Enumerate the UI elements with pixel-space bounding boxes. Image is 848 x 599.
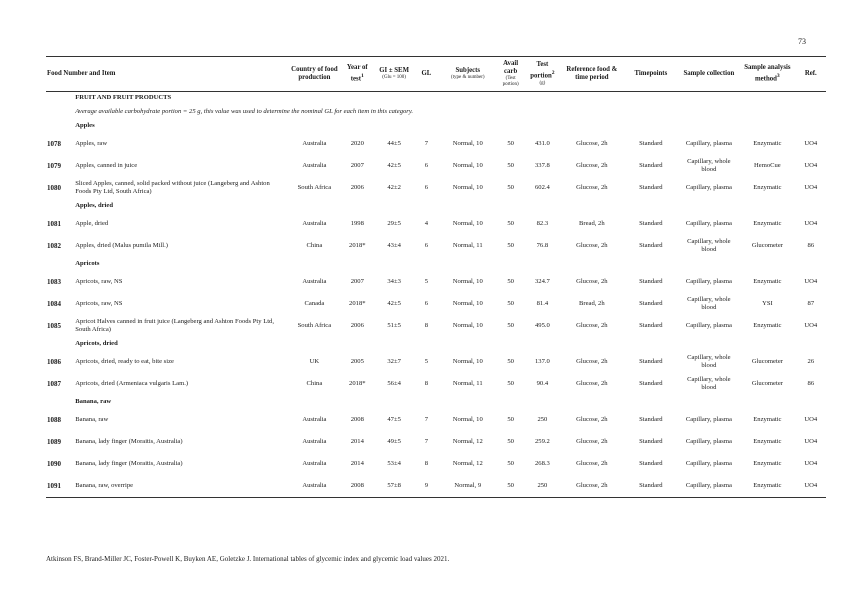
gl-cell: 5 [424, 358, 429, 365]
col-gl: GL [414, 57, 438, 92]
reference-cell: Glucose, 2h [576, 460, 608, 467]
test-portion-cell: 268.3 [534, 460, 550, 467]
gl-cell: 7 [424, 438, 429, 445]
country-cell: Australia [302, 162, 327, 169]
food-item: Apricots, dried, ready to eat, bite size [75, 358, 174, 365]
food-item: Banana, raw [75, 416, 109, 423]
year-cell: 2014 [350, 460, 364, 467]
year-cell: 2008 [341, 475, 374, 498]
food-item: Banana, lady finger (Moraitis, Australia) [75, 438, 183, 445]
table-body [46, 92, 826, 498]
ref-cell: UO4 [804, 184, 818, 191]
timepoints-cell: Standard [639, 358, 663, 365]
sample-analysis-cell: Enzymatic [753, 438, 782, 445]
country-cell: UK [309, 358, 320, 365]
test-portion-cell: 337.8 [534, 162, 550, 169]
country-cell: South Africa [297, 322, 332, 329]
test-portion-cell: 82.3 [536, 220, 549, 227]
ref-cell: UO4 [804, 278, 818, 285]
reference-cell: Glucose, 2h [576, 278, 608, 285]
gl-cell: 9 [414, 475, 438, 498]
year-cell: 2018* [349, 380, 366, 387]
col-ref: Ref. [796, 57, 826, 92]
gi-cell: 57±8 [374, 475, 414, 498]
avail-carb-cell: 50 [507, 380, 514, 387]
sample-collection-cell: Capillary, plasma [685, 140, 732, 147]
avail-carb-cell: 50 [507, 358, 514, 365]
subjects-cell: Normal, 10 [452, 220, 483, 227]
col-timepoints: Timepoints [623, 57, 678, 92]
gl-cell: 8 [424, 322, 429, 329]
gi-cell: 42±5 [387, 162, 401, 169]
ref-cell: 86 [807, 380, 815, 387]
col-reference: Reference food & time period [561, 57, 624, 92]
gl-cell: 4 [424, 220, 429, 227]
sample-collection-cell: Capillary, plasma [685, 278, 732, 285]
food-item: Apples, dried (Malus pumila Mill.) [75, 242, 168, 249]
ref-cell: UO4 [804, 460, 818, 467]
country-cell: China [306, 380, 323, 387]
sample-analysis-cell: Enzymatic [753, 140, 782, 147]
table-row [46, 133, 826, 155]
year-cell: 2018* [349, 242, 366, 249]
subjects-cell: Normal, 10 [452, 358, 483, 365]
gi-cell: 34±3 [387, 278, 401, 285]
food-number: 1089 [47, 438, 61, 446]
ref-cell: UO4 [796, 475, 826, 498]
sample-collection-cell: Capillary, plasma [685, 438, 732, 445]
sample-collection-cell: Capillary, plasma [685, 416, 732, 423]
food-number: 1080 [47, 184, 61, 192]
reference-cell: Glucose, 2h [576, 322, 608, 329]
avail-carb-cell: 50 [507, 322, 514, 329]
food-number: 1083 [47, 278, 61, 286]
ref-cell: 26 [807, 358, 815, 365]
timepoints-cell: Standard [639, 300, 663, 307]
ref-cell: UO4 [804, 322, 818, 329]
country-cell: China [306, 242, 323, 249]
gl-cell: 8 [424, 380, 429, 387]
col-year-sup: 1 [360, 73, 364, 80]
sample-analysis-cell: Enzymatic [753, 460, 782, 467]
col-test-portion-label: Test portion [530, 61, 552, 80]
food-item: Apple, dried [75, 220, 109, 227]
subjects-cell: Normal, 12 [452, 438, 483, 445]
avail-carb-cell: 50 [507, 438, 514, 445]
country-cell: Australia [302, 220, 327, 227]
col-sample-analysis-sup: 3 [776, 73, 780, 80]
gi-cell: 53±4 [387, 460, 401, 467]
subjects-cell: Normal, 9 [439, 475, 498, 498]
test-portion-cell: 602.4 [534, 184, 550, 191]
avail-carb-cell: 50 [507, 278, 514, 285]
year-cell: 2005 [350, 358, 364, 365]
timepoints-cell: Standard [639, 438, 663, 445]
ref-cell: 87 [807, 300, 815, 307]
group-title: Apples [75, 122, 95, 129]
food-item: Apples, raw [75, 140, 108, 147]
year-cell: 2018* [349, 300, 366, 307]
citation-footer: Atkinson FS, Brand-Miller JC, Foster-Powell K, Buyken AE, Goletzke J. International tables of glycemic index and glycemic load values 2021. [46, 555, 450, 563]
test-portion-cell: 324.7 [534, 278, 550, 285]
food-number: 1086 [47, 358, 61, 366]
sample-analysis-cell: HemoCue [754, 162, 781, 169]
reference-cell: Glucose, 2h [576, 380, 608, 387]
col-year [341, 57, 374, 92]
timepoints-cell: Standard [639, 162, 663, 169]
year-cell: 2006 [350, 184, 364, 191]
country-cell: Australia [302, 438, 327, 445]
gi-cell: 32±7 [387, 358, 401, 365]
food-number: 1091 [46, 475, 74, 498]
gi-cell: 49±5 [387, 438, 401, 445]
test-portion-cell: 495.0 [534, 322, 550, 329]
group-header-row [46, 337, 826, 351]
col-test-portion-sub: (g) [539, 80, 546, 86]
test-portion-cell: 90.4 [536, 380, 549, 387]
subjects-cell: Normal, 10 [452, 184, 483, 191]
reference-cell: Glucose, 2h [576, 416, 608, 423]
year-cell: 2014 [350, 438, 364, 445]
group-header-row [46, 199, 826, 213]
group-title: Banana, raw [75, 398, 112, 405]
sample-analysis-cell: Glucometer [751, 358, 783, 365]
timepoints-cell: Standard [623, 475, 678, 498]
subjects-cell: Normal, 11 [452, 242, 483, 249]
sample-collection-cell: Capillary, whole blood [687, 354, 731, 369]
sample-analysis-cell: Enzymatic [753, 220, 782, 227]
food-item: Apricot Halves canned in fruit juice (Langeberg and Ashton Foods Pty Ltd, South Africa) [75, 318, 274, 333]
section-title: FRUIT AND FRUIT PRODUCTS [75, 94, 172, 101]
gi-cell: 51±5 [387, 322, 401, 329]
table-row [46, 235, 826, 257]
year-cell: 2020 [350, 140, 364, 147]
avail-carb-cell: 50 [507, 300, 514, 307]
ref-cell: UO4 [804, 220, 818, 227]
subjects-cell: Normal, 10 [452, 278, 483, 285]
reference-cell: Bread, 2h [579, 300, 605, 307]
table-row [46, 431, 826, 453]
test-portion-cell: 137.0 [534, 358, 550, 365]
test-portion-cell: 259.2 [534, 438, 550, 445]
sample-analysis-cell: Enzymatic [753, 322, 782, 329]
year-cell: 2006 [350, 322, 364, 329]
sample-analysis-cell: Enzymatic [753, 184, 782, 191]
year-cell: 2008 [350, 416, 364, 423]
col-subjects-label: Subjects [455, 67, 481, 74]
country-cell: South Africa [297, 184, 332, 191]
table-row [46, 409, 826, 431]
year-cell: 2007 [350, 162, 364, 169]
timepoints-cell: Standard [639, 460, 663, 467]
avail-carb-cell: 50 [507, 416, 514, 423]
food-number: 1087 [47, 380, 61, 388]
country-cell: Canada [304, 300, 325, 307]
table-row [46, 315, 826, 337]
group-title: Apples, dried [75, 202, 113, 209]
test-portion-cell: 431.0 [534, 140, 550, 147]
timepoints-cell: Standard [639, 184, 663, 191]
gi-cell: 56±4 [387, 380, 401, 387]
sample-collection-cell: Capillary, whole blood [687, 158, 731, 173]
avail-carb-cell: 50 [497, 475, 524, 498]
section-note-row [46, 104, 826, 119]
col-sample-analysis [739, 57, 796, 92]
section-row [46, 92, 826, 105]
table-header-row [46, 57, 826, 92]
col-test-portion-sup: 2 [551, 70, 555, 77]
group-title: Apricots [75, 260, 100, 267]
ref-cell: 86 [807, 242, 815, 249]
gi-cell: 47±5 [387, 416, 401, 423]
gi-cell: 42±5 [387, 300, 401, 307]
group-title: Apricots, dried [75, 340, 118, 347]
glycemic-index-table [46, 56, 826, 498]
food-number: 1084 [47, 300, 61, 308]
food-number: 1079 [47, 162, 61, 170]
year-cell: 1998 [350, 220, 364, 227]
gl-cell: 6 [424, 300, 429, 307]
timepoints-cell: Standard [639, 278, 663, 285]
reference-cell: Glucose, 2h [576, 162, 608, 169]
group-header-row [46, 395, 826, 409]
section-note: Average available carbohydrate portion = 25 g, this value was used to determine the nominal GL for each item in this category. [75, 107, 414, 115]
reference-cell: Glucose, 2h [576, 184, 608, 191]
test-portion-cell: 250 [537, 416, 548, 423]
col-gi-label: GI ± SEM [379, 67, 410, 74]
group-header-row [46, 119, 826, 133]
gl-cell: 7 [424, 416, 429, 423]
country-cell: Australia [302, 460, 327, 467]
subjects-cell: Normal, 10 [452, 300, 483, 307]
reference-cell: Bread, 2h [579, 220, 605, 227]
sample-collection-cell: Capillary, plasma [685, 460, 732, 467]
col-subjects-sub: (type & number) [450, 75, 485, 80]
food-number: 1082 [47, 242, 61, 250]
reference-cell: Glucose, 2h [576, 242, 608, 249]
test-portion-cell: 250 [524, 475, 560, 498]
avail-carb-cell: 50 [507, 140, 514, 147]
sample-collection-cell: Capillary, whole blood [687, 238, 731, 253]
col-gi-sub: (Glu = 100) [382, 75, 406, 80]
gl-cell: 6 [424, 242, 429, 249]
country-cell: Australia [302, 278, 327, 285]
year-cell: 2007 [350, 278, 364, 285]
col-year-label: Year of test [346, 64, 368, 83]
food-item: Apples, canned in juice [75, 162, 138, 169]
sample-analysis-cell: Enzymatic [739, 475, 796, 498]
timepoints-cell: Standard [639, 322, 663, 329]
timepoints-cell: Standard [639, 220, 663, 227]
gi-cell: 42±2 [387, 184, 401, 191]
food-number: 1081 [47, 220, 61, 228]
food-item: Apricots, raw, NS [75, 278, 123, 285]
timepoints-cell: Standard [639, 242, 663, 249]
test-portion-cell: 76.8 [536, 242, 549, 249]
col-gi [374, 57, 414, 92]
test-portion-cell: 81.4 [536, 300, 549, 307]
col-test-portion [524, 57, 560, 92]
timepoints-cell: Standard [639, 380, 663, 387]
country-cell: Australia [302, 140, 327, 147]
sample-collection-cell: Capillary, plasma [685, 322, 732, 329]
col-food: Food Number and Item [46, 57, 288, 92]
food-item: Banana, lady finger (Moraitis, Australia) [75, 460, 183, 467]
gi-cell: 29±5 [387, 220, 401, 227]
table-row [46, 271, 826, 293]
group-header-row [46, 257, 826, 271]
ref-cell: UO4 [804, 416, 818, 423]
ref-cell: UO4 [804, 140, 818, 147]
sample-collection-cell: Capillary, plasma [685, 184, 732, 191]
col-sample-analysis-label: Sample analysis method [744, 64, 791, 83]
subjects-cell: Normal, 10 [452, 322, 483, 329]
col-avail-carb [497, 57, 524, 92]
table-row [46, 155, 826, 177]
table-row [46, 453, 826, 475]
avail-carb-cell: 50 [507, 460, 514, 467]
sample-collection-cell: Capillary, whole blood [687, 296, 731, 311]
food-item: Apricots, dried (Armeniaca vulgaris Lam.) [75, 380, 189, 387]
subjects-cell: Normal, 11 [452, 380, 483, 387]
subjects-cell: Normal, 12 [452, 460, 483, 467]
table-row [46, 373, 826, 395]
reference-cell: Glucose, 2h [576, 358, 608, 365]
food-number: 1090 [47, 460, 61, 468]
avail-carb-cell: 50 [507, 184, 514, 191]
food-item: Apricots, raw, NS [75, 300, 123, 307]
reference-cell: Glucose, 2h [561, 475, 624, 498]
timepoints-cell: Standard [639, 140, 663, 147]
gi-cell: 43±4 [387, 242, 401, 249]
avail-carb-cell: 50 [507, 220, 514, 227]
gl-cell: 8 [424, 460, 429, 467]
avail-carb-cell: 50 [507, 162, 514, 169]
col-subjects [439, 57, 498, 92]
table-row [46, 213, 826, 235]
food-number: 1088 [47, 416, 61, 424]
gl-cell: 6 [424, 184, 429, 191]
timepoints-cell: Standard [639, 416, 663, 423]
reference-cell: Glucose, 2h [576, 140, 608, 147]
gl-cell: 7 [424, 140, 429, 147]
table-row [46, 177, 826, 199]
gi-cell: 44±5 [387, 140, 401, 147]
subjects-cell: Normal, 10 [452, 162, 483, 169]
country-cell: Australia [302, 416, 327, 423]
col-avail-carb-label: Avail carb [503, 60, 519, 75]
ref-cell: UO4 [804, 438, 818, 445]
sample-collection-cell: Capillary, plasma [679, 475, 740, 498]
subjects-cell: Normal, 10 [452, 416, 483, 423]
gl-cell: 5 [424, 278, 429, 285]
col-sample-collection: Sample collection [679, 57, 740, 92]
country-cell: Australia [288, 475, 340, 498]
col-avail-carb-sub: (Test portion) [502, 76, 519, 87]
sample-collection-cell: Capillary, plasma [685, 220, 732, 227]
table-row [46, 475, 826, 498]
ref-cell: UO4 [804, 162, 818, 169]
sample-analysis-cell: Glucometer [751, 242, 783, 249]
sample-analysis-cell: Enzymatic [753, 416, 782, 423]
food-item: Banana, raw, overripe [74, 475, 288, 498]
sample-analysis-cell: YSI [762, 300, 773, 307]
col-country: Country of food production [288, 57, 340, 92]
page-number: 73 [798, 37, 806, 46]
table-row [46, 293, 826, 315]
food-item: Sliced Apples, canned, solid packed without juice (Langeberg and Ashton Foods Pty Ltd, South Africa) [75, 180, 270, 195]
sample-analysis-cell: Glucometer [751, 380, 783, 387]
food-number: 1078 [47, 140, 61, 148]
reference-cell: Glucose, 2h [576, 438, 608, 445]
table-row [46, 351, 826, 373]
gl-cell: 6 [424, 162, 429, 169]
subjects-cell: Normal, 10 [452, 140, 483, 147]
sample-collection-cell: Capillary, whole blood [687, 376, 731, 391]
avail-carb-cell: 50 [507, 242, 514, 249]
sample-analysis-cell: Enzymatic [753, 278, 782, 285]
food-number: 1085 [47, 322, 61, 330]
